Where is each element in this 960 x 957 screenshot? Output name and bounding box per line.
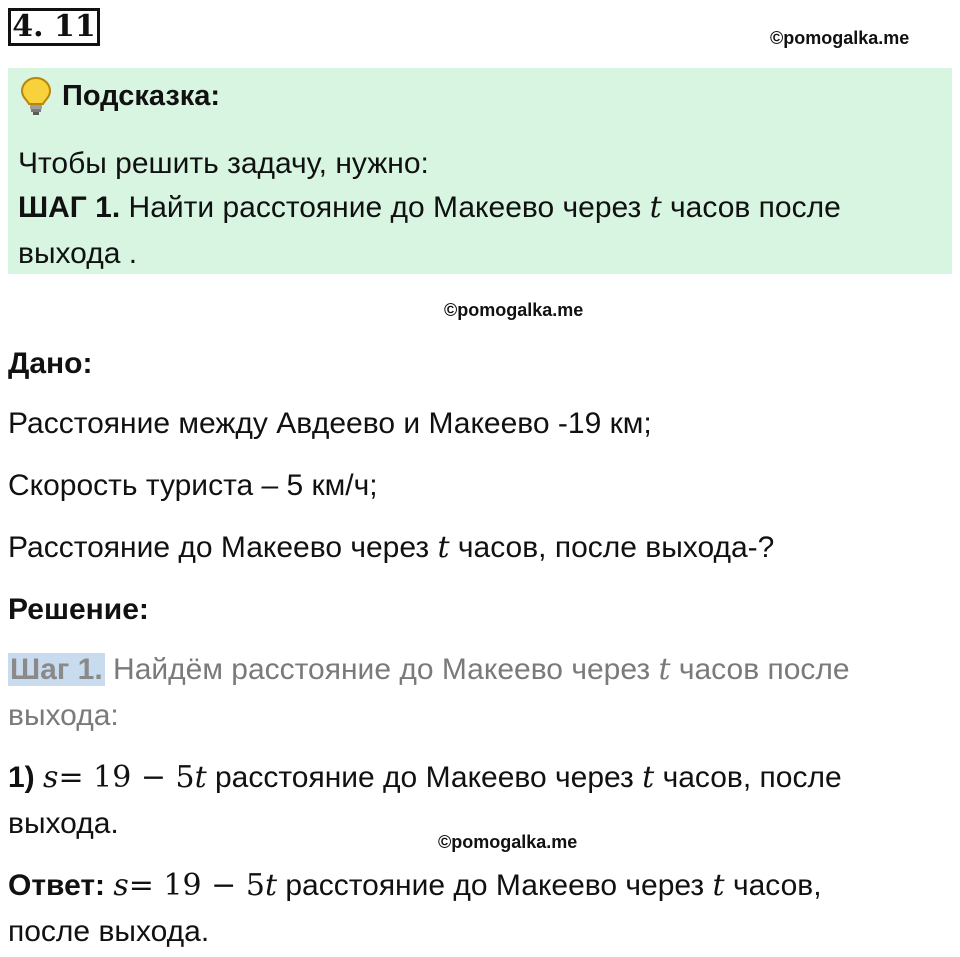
hint-step-cont: выхода .	[18, 237, 138, 270]
formula-s: s	[43, 760, 59, 795]
formula-rest: = 19 − 5	[58, 760, 195, 795]
solution-step-text-b: часов после	[678, 653, 850, 686]
given-line-3-text-b: часов, после выхода-?	[457, 531, 775, 564]
solution-step-label: Шаг 1.	[10, 653, 103, 686]
task-number: 4. 11	[8, 8, 100, 46]
hint-intro: Чтобы решить задачу, нужно:	[18, 147, 429, 180]
item-text-b: часов, после	[662, 761, 842, 794]
solution-step-text: Найдём расстояние до Макеево через	[113, 653, 651, 686]
item-text: расстояние до Макеево через	[215, 761, 634, 794]
hint-step-label: ШАГ 1.	[18, 191, 121, 224]
item-var: t	[642, 760, 655, 795]
answer-line	[8, 866, 822, 906]
given-line-3-var: t	[437, 530, 450, 565]
hint-title: Подсказка:	[62, 80, 221, 112]
hint-step-line	[18, 188, 841, 228]
solution-title: Решение:	[8, 593, 149, 626]
hint-step-text-b: часов после	[670, 191, 841, 224]
answer-formula-t: t	[264, 868, 278, 903]
watermark: ©pomogalka.me	[770, 28, 910, 48]
solution-step-var: t	[658, 652, 671, 687]
given-line-1: Расстояние между Авдеево и Макеево -19 км;	[8, 407, 652, 440]
item-label: 1)	[8, 761, 35, 794]
given-line-2: Скорость туриста – 5 км/ч;	[8, 469, 378, 502]
given-line-3-text: Расстояние до Макеево через	[8, 531, 430, 564]
solution-step-cont: выхода:	[8, 699, 119, 732]
given-line-3	[8, 528, 774, 568]
hint-step-var: t	[649, 190, 662, 225]
solution-item-1	[8, 758, 842, 798]
given-title: Дано:	[8, 347, 93, 380]
answer-var: t	[712, 868, 725, 903]
formula-t: t	[194, 760, 207, 795]
watermark-2: ©pomogalka.me	[444, 300, 584, 320]
watermark-3: ©pomogalka.me	[438, 832, 578, 852]
answer-text: расстояние до Макеево через	[285, 869, 705, 902]
answer-formula-s: s	[113, 868, 129, 903]
answer-formula-rest: = 19 − 5	[128, 868, 265, 903]
hint-step-text: Найти расстояние до Макеево через	[128, 191, 642, 224]
answer-label: Ответ:	[8, 869, 106, 902]
solution-item-cont: выхода.	[8, 807, 119, 840]
answer-cont: после выхода.	[8, 915, 210, 948]
answer-text-b: часов,	[732, 869, 822, 902]
solution-step-line	[8, 650, 850, 690]
lightbulb-icon	[20, 76, 52, 116]
